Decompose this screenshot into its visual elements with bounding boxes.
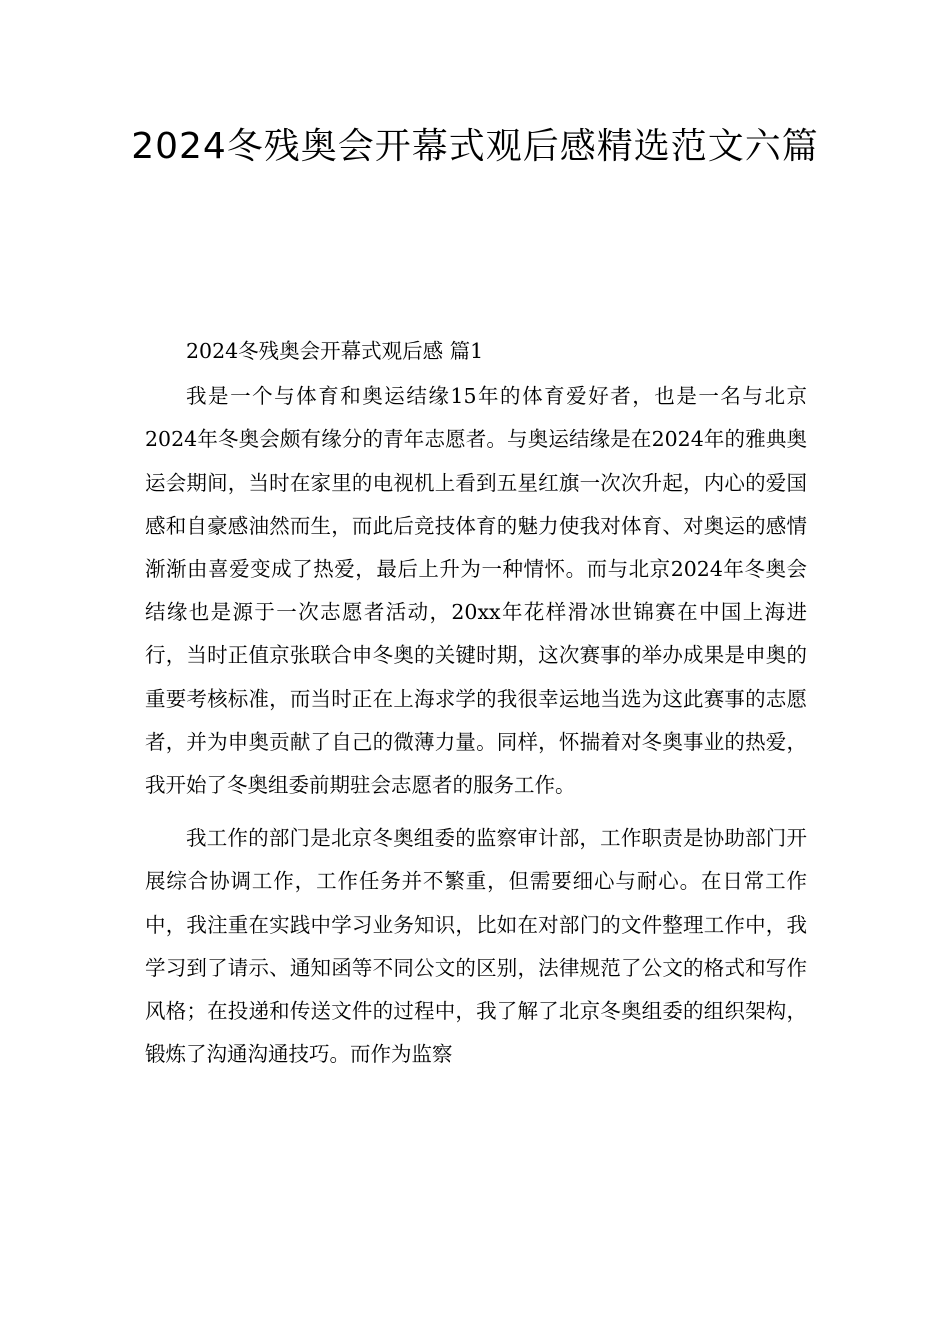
paragraph-2: 我工作的部门是北京冬奥组委的监察审计部，工作职责是协助部门开展综合协调工作，工作任务并不繁重，但需要细心与耐心。在日常工作中，我注重在实践中学习业务知识，比如在对部门的文件整理工作中，我学习到了请示、通知函等不同公文的区别，法律规范了公文的格式和写作风格；在投递和传送文件的过程中，我了解了北京冬奥组委的组织架构，锻炼了沟通沟通技巧。而作为监察: [145, 826, 807, 1067]
document-body: [145, 330, 807, 1076]
paragraph-1: 我是一个与体育和奥运结缘15年的体育爱好者，也是一名与北京2024年冬奥会颇有缘分的青年志愿者。与奥运结缘是在2024年的雅典奥运会期间，当时在家里的电视机上看到五星红旗一次次升起，内心的爱国感和自豪感油然而生，而此后竞技体育的魅力使我对体育、对奥运的感情渐渐由喜爱变成了热爱，最后上升为一种情怀。而与北京2024年冬奥会结缘也是源于一次志愿者活动，20xx年花样滑冰世锦赛在中国上海进行，当时正值京张联合申冬奥的关键时期，这次赛事的举办成果是申奥的重要考核标准，而当时正在上海求学的我很幸运地当选为这此赛事的志愿者，并为申奥贡献了自己的微薄力量。同样，怀揣着对冬奥事业的热爱，我开始了冬奥组委前期驻会志愿者的服务工作。: [145, 384, 807, 798]
document-title: 2024冬残奥会开幕式观后感精选范文六篇: [131, 126, 819, 167]
section-heading: 2024冬残奥会开幕式观后感 篇1: [186, 339, 484, 363]
